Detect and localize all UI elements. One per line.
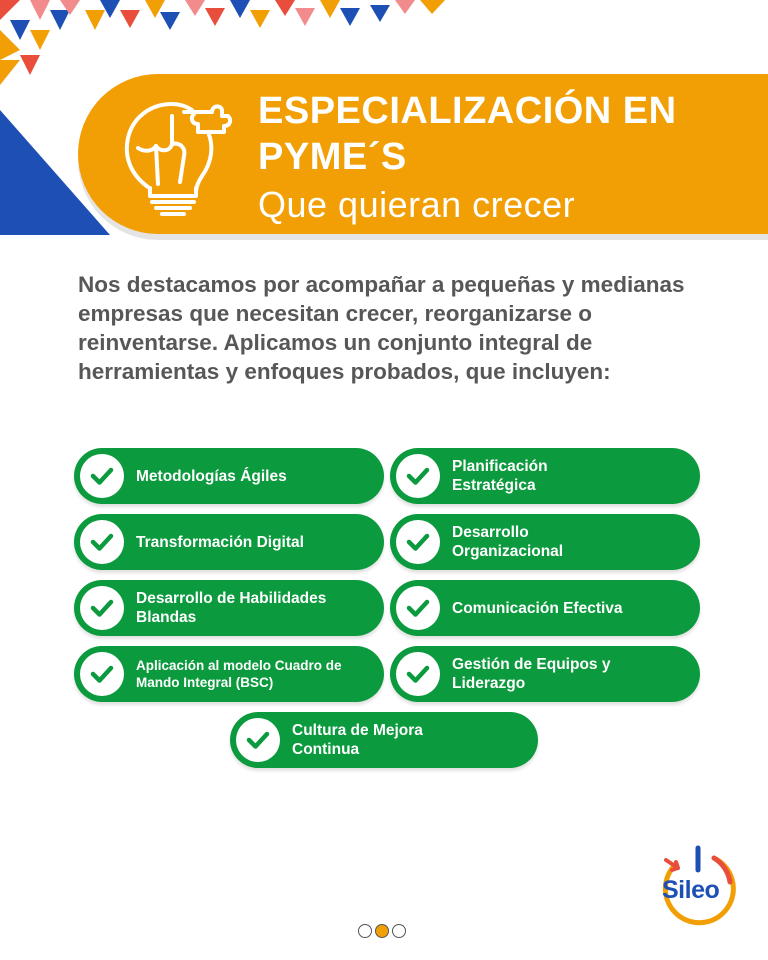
service-pill	[74, 448, 384, 504]
check-icon	[396, 652, 440, 696]
check-icon	[80, 652, 124, 696]
pagination-dots	[358, 924, 406, 938]
service-label: Cultura de Mejora Continua	[292, 722, 423, 758]
check-icon	[236, 718, 280, 762]
check-icon	[396, 586, 440, 630]
page-dot[interactable]	[392, 924, 406, 938]
service-label: Gestión de Equipos y Liderazgo	[452, 656, 611, 692]
page-dot-active[interactable]	[375, 924, 389, 938]
page-heading	[258, 88, 677, 228]
page-dot[interactable]	[358, 924, 372, 938]
service-pill	[74, 646, 384, 702]
service-label: Metodologías Ágiles	[136, 467, 287, 485]
intro-paragraph: Nos destacamos por acompañar a pequeñas y medianas empresas que necesitan crecer, reorganizarse o reinventarse. Aplicamos un conjunto integral de herramientas y enfoques probados, que incluyen:	[78, 272, 685, 384]
service-pill	[390, 646, 700, 702]
service-pill	[74, 514, 384, 570]
heading-line-2: PYME´S	[258, 136, 407, 178]
service-label: Desarrollo Organizacional	[452, 524, 564, 560]
service-label: Aplicación al modelo Cuadro de Mando Integral (BSC)	[136, 658, 342, 690]
service-pill	[390, 580, 700, 636]
service-label: Comunicación Efectiva	[452, 599, 623, 617]
service-pill	[74, 580, 384, 636]
service-pill	[390, 448, 700, 504]
check-icon	[80, 586, 124, 630]
service-label: Desarrollo de Habilidades Blandas	[136, 590, 327, 626]
lightbulb-puzzle-icon	[120, 92, 236, 222]
check-icon	[396, 454, 440, 498]
logo-text: Sileo	[662, 876, 720, 904]
service-label: Planificación Estratégica	[452, 458, 548, 494]
check-icon	[80, 454, 124, 498]
heading-subtitle: Que quieran crecer	[258, 184, 576, 225]
check-icon	[396, 520, 440, 564]
service-pill	[230, 712, 538, 768]
heading-line-1: ESPECIALIZACIÓN EN	[258, 90, 677, 132]
check-icon	[80, 520, 124, 564]
service-label: Transformación Digital	[136, 533, 304, 551]
service-pill	[390, 514, 700, 570]
